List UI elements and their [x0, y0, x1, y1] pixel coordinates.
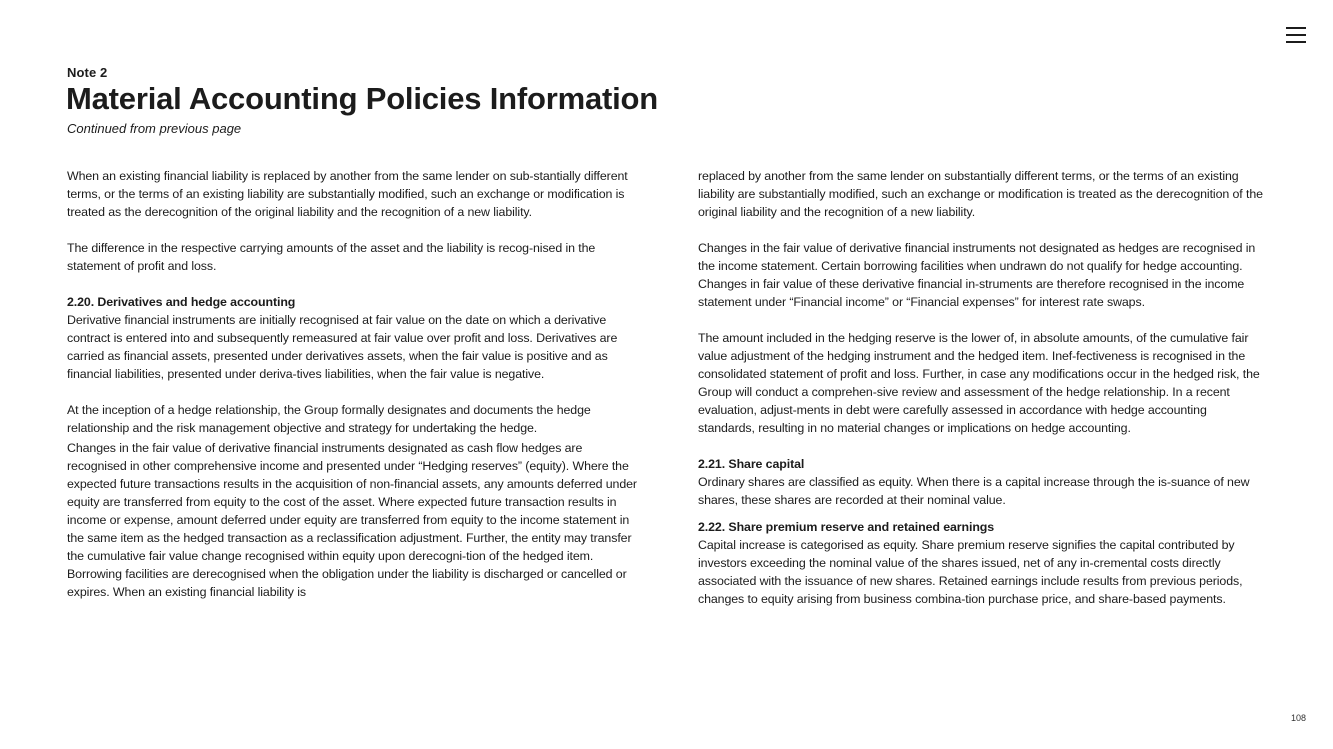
section-2-22 [698, 518, 1266, 608]
left-column [67, 167, 639, 619]
paragraph-liability-replacement-continued: replaced by another from the same lender on substantially different terms, or the terms of an existing liability are substantially modified, such an exchange or modification is treated as the derecognition of the original liability and the recognition of a new liability. [698, 169, 1263, 219]
page-subtitle: Continued from previous page [67, 121, 242, 136]
paragraph-share-capital: Ordinary shares are classified as equity. When there is a capital increase through the is-suance of new shares, these shares are recorded at their nominal value. [698, 475, 1250, 507]
paragraph-share-premium: Capital increase is categorised as equity. Share premium reserve signifies the capital contributed by investors exceeding the nominal value of the shares issued, net of any in-cremental costs directly associated with the issuance of new shares. Retained earnings include results from previous periods, changes to equity arising from business combina-tion purchase price, and share-based payments. [698, 538, 1243, 606]
page-number: 108 [1291, 713, 1307, 723]
section-2-20 [67, 293, 639, 383]
section-heading-2-21: 2.21. Share capital [698, 457, 805, 471]
paragraph-cash-flow-hedges: Changes in the fair value of derivative financial instruments designated as cash flow hedges are recognised in other comprehensive income and presented under “Hedging reserves” (equity). Where the expected future transactions results in the acquisition of non-financial assets, any amounts deferred under equity are transferred from equity to the cost of the asset. Where expected future transaction results in income or expense, amount deferred under equity are transferred from equity to the income statement in the same item as the hedged transaction as a reclassification adjustment. Further, the entity may transfer the cumulative fair value change recognised within equity upon derecogni-tion of the hedged item. Borrowing facilities are derecognised when the obligation under the liability is discharged or cancelled or expires. When an existing financial liability is [67, 441, 637, 599]
paragraph-derivatives-recognition: Derivative financial instruments are initially recognised at fair value on the date on which a derivative contract is entered into and subsequently remeasured at fair value over profit and loss. Derivatives are carried as financial assets, presented under derivatives assets, when the fair value is positive and as financial liabilities, presented under deriva-tives liabilities, when the fair value is negative. [67, 313, 618, 381]
paragraph-non-designated-hedges: Changes in the fair value of derivative financial instruments not designated as hedges are recognised in the income statement. Certain borrowing facilities when undrawn do not qualify for hedge accounting. Changes in fair value of these derivative financial in-struments are therefore recognised in the income statement under “Financial income” or “Financial expenses” for interest rate swaps. [698, 241, 1256, 309]
hamburger-menu-icon[interactable] [1286, 27, 1306, 44]
paragraph-hedging-reserve: The amount included in the hedging reserve is the lower of, in absolute amounts, of the cumulative fair value adjustment of the hedging instrument and the hedged item. Inef-fectiveness is recognised in the consolidated statement of profit and loss. Further, in case any modifications occur in the hedged risk, the Group will conduct a comprehen-sive review and assessment of the hedge relationship. In a recent evaluation, adjust-ments in debt were carefully assessed in accordance with hedge accounting standards, resulting in no material changes or implications on hedge accounting. [698, 331, 1260, 435]
note-label: Note 2 [67, 65, 108, 80]
section-heading-2-22: 2.22. Share premium reserve and retained earnings [698, 520, 995, 534]
menu-bar-bottom [1286, 41, 1306, 43]
section-heading-2-20: 2.20. Derivatives and hedge accounting [67, 295, 296, 309]
page-title: Material Accounting Policies Information [66, 81, 658, 116]
menu-bar-top [1286, 27, 1306, 29]
paragraph-liability-replacement: When an existing financial liability is replaced by another from the same lender on sub-stantially different terms, or the terms of an existing liability are substantially modified, such an exchange or modification is treated as the derecognition of the original liability and the recognition of a new liability. [67, 169, 628, 219]
section-2-21 [698, 455, 1266, 509]
paragraph-hedge-inception: At the inception of a hedge relationship, the Group formally designates and documents the hedge relationship and the risk management objective and strategy for undertaking the hedge. [67, 403, 591, 435]
paragraph-carrying-amounts: The difference in the respective carrying amounts of the asset and the liability is recog-nised in the statement of profit and loss. [67, 241, 596, 273]
right-column [698, 167, 1266, 626]
menu-bar-middle [1286, 34, 1306, 36]
